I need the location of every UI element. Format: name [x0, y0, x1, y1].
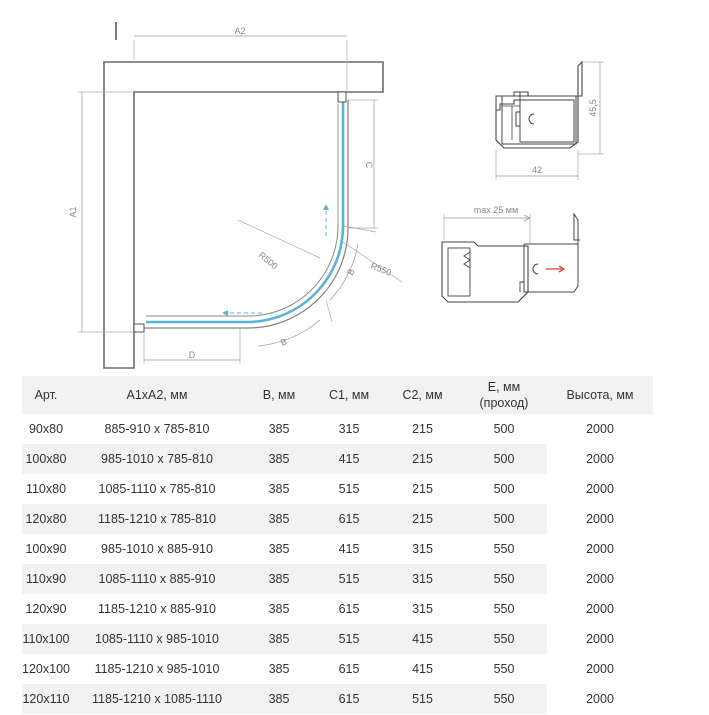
- spec-table: [22, 376, 653, 714]
- table-row: [22, 564, 653, 594]
- table-row: [22, 654, 653, 684]
- cell: 415: [314, 444, 384, 474]
- cell: 385: [244, 444, 314, 474]
- dimension-c: [348, 100, 378, 228]
- cell: 1085-1110 х 885-910: [70, 564, 244, 594]
- wall-bracket-left: [134, 324, 144, 332]
- cell: 415: [412, 662, 433, 676]
- cell: 550: [493, 602, 515, 616]
- cell: 110х100: [22, 624, 70, 654]
- cell: 1185-1210 х 785-810: [70, 504, 244, 534]
- table-row: [22, 594, 653, 624]
- col-header-c1: С1, мм: [314, 376, 384, 414]
- cell: 515: [338, 482, 360, 496]
- cell: 100х80: [22, 444, 70, 474]
- cell: 120х100: [22, 662, 70, 676]
- profile-section-bottom: [442, 205, 580, 302]
- cell: 1085-1110 х 985-1010: [70, 624, 244, 654]
- table-row: [22, 474, 653, 504]
- cell: 120х90: [25, 602, 67, 616]
- label-b-arc-1: B: [345, 266, 357, 277]
- cell: 2000: [547, 414, 653, 444]
- label-b-arc-2: B: [279, 336, 289, 348]
- cell: 315: [338, 422, 360, 436]
- cell: 100х90: [25, 542, 67, 556]
- dimension-d: [144, 334, 240, 364]
- cell: 385: [268, 422, 290, 436]
- cell: 315: [412, 542, 433, 556]
- cell: 385: [268, 602, 290, 616]
- cell: 315: [384, 564, 461, 594]
- cell: 550: [493, 662, 515, 676]
- cell: 110х90: [22, 564, 70, 594]
- cell: 550: [461, 624, 547, 654]
- cell: 215: [384, 504, 461, 534]
- wall-bracket-top: [338, 92, 346, 102]
- radius-line-r550: [340, 240, 402, 282]
- cell: 2000: [547, 534, 653, 564]
- cell: 2000: [547, 444, 653, 474]
- table-row: [22, 444, 653, 474]
- cell: 385: [244, 564, 314, 594]
- cell: 615: [314, 684, 384, 714]
- cell: 315: [412, 602, 433, 616]
- cell: 1185-1210 х 985-1010: [94, 662, 220, 676]
- cell: 385: [244, 504, 314, 534]
- table-row: [22, 504, 653, 534]
- cell: 215: [384, 444, 461, 474]
- cell: 2000: [547, 564, 653, 594]
- cell: 550: [461, 684, 547, 714]
- cell: 1185-1210 х 885-910: [98, 602, 216, 616]
- cell: 500: [461, 444, 547, 474]
- table-row: [22, 414, 653, 444]
- label-a2: A2: [234, 26, 246, 36]
- radius-line-r500: [238, 220, 320, 258]
- col-header-e: Е, мм (проход): [461, 376, 547, 414]
- cell: 615: [338, 602, 360, 616]
- label-profile-height: 45,5: [588, 99, 598, 117]
- cell: 500: [493, 422, 515, 436]
- cell: 385: [268, 482, 290, 496]
- cell: 500: [461, 504, 547, 534]
- table-header-row: [22, 376, 653, 414]
- label-d: D: [188, 350, 196, 360]
- enclosure-frame-outer: [140, 100, 348, 328]
- table-row: [22, 684, 653, 714]
- cell: 120х80: [22, 504, 70, 534]
- label-profile-width: 42: [531, 165, 543, 175]
- cell: 550: [461, 564, 547, 594]
- cell: 615: [338, 662, 360, 676]
- cell: 215: [412, 482, 433, 496]
- col-header-c2: С2, мм: [384, 376, 461, 414]
- enclosure-frame-inner: [146, 104, 338, 316]
- cell: 515: [314, 624, 384, 654]
- cell: 385: [268, 542, 290, 556]
- cell: 985-1010 х 785-810: [70, 444, 244, 474]
- cell: 1185-1210 х 1085-1110: [70, 684, 244, 714]
- cell: 415: [338, 542, 360, 556]
- cell: 985-1010 х 885-910: [101, 542, 213, 556]
- cell: 1085-1110 х 785-810: [98, 482, 216, 496]
- cell: 2000: [547, 684, 653, 714]
- cell: 385: [244, 684, 314, 714]
- table-row: [22, 534, 653, 564]
- cell: 215: [412, 422, 433, 436]
- cell: 2000: [547, 474, 653, 504]
- glass-panel: [146, 102, 343, 322]
- col-header-b: В, мм: [244, 376, 314, 414]
- cell: 550: [493, 542, 515, 556]
- cell: 385: [244, 624, 314, 654]
- cell: 615: [314, 504, 384, 534]
- cell: 885-910 х 785-810: [104, 422, 210, 436]
- cell: 385: [268, 662, 290, 676]
- label-a1: A1: [68, 206, 78, 218]
- cell: 500: [493, 482, 515, 496]
- cell: 2000: [547, 504, 653, 534]
- cell: 2000: [547, 654, 653, 684]
- cell: 90х80: [28, 422, 64, 436]
- label-c: C: [364, 161, 374, 169]
- profile-section-top: [496, 62, 582, 148]
- col-header-a1xa2: А1хА2, мм: [70, 376, 244, 414]
- col-header-height: Высота, мм: [547, 376, 653, 414]
- table-row: [22, 624, 653, 654]
- cell: 2000: [547, 594, 653, 624]
- label-r500: R500: [256, 249, 280, 272]
- cell: 415: [384, 624, 461, 654]
- cell: 120х110: [22, 684, 70, 714]
- label-r550: R550: [369, 260, 393, 278]
- cell: 515: [384, 684, 461, 714]
- col-header-art: Арт.: [22, 376, 70, 414]
- label-profile-max: max 25 мм: [473, 205, 519, 215]
- cell: 2000: [547, 624, 653, 654]
- cell: 515: [314, 564, 384, 594]
- cell: 110х80: [25, 482, 67, 496]
